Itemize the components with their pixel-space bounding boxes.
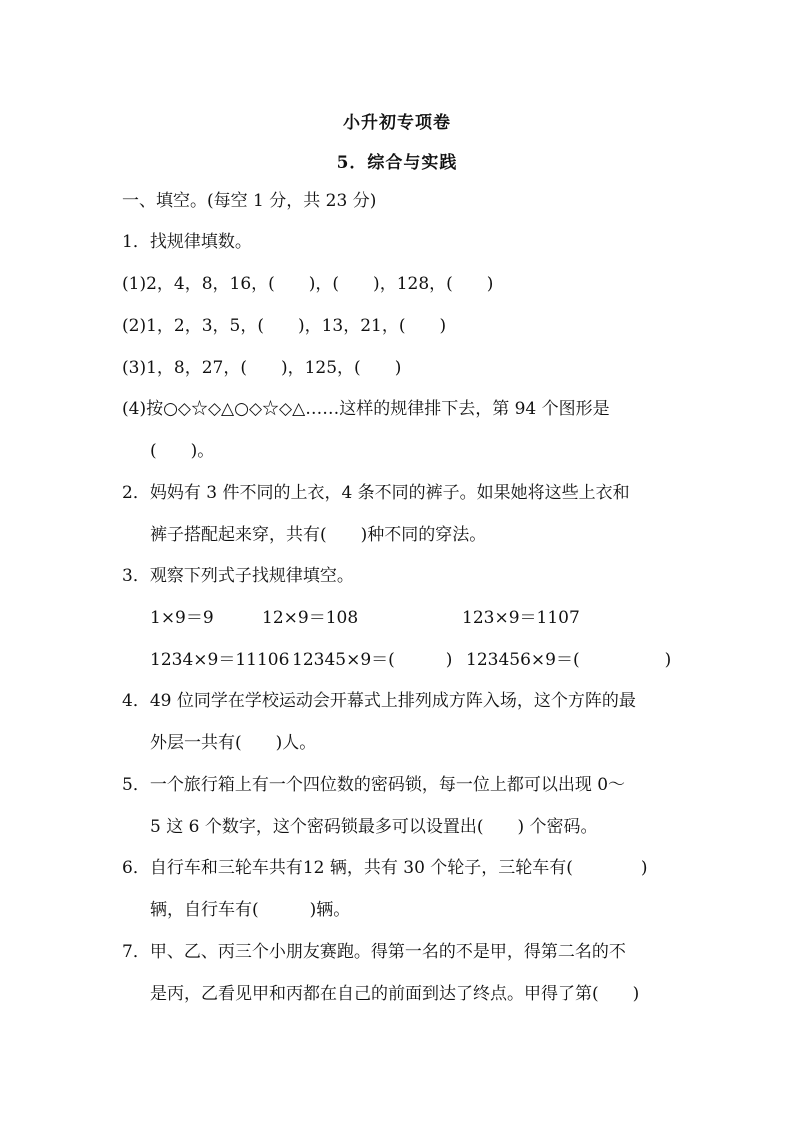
page-subtitle: 5．综合与实践 bbox=[336, 153, 458, 173]
question-1-part-4: (4)按○◇☆◇△○◇☆◇△……这样的规律排下去，第 94 个图形是 bbox=[122, 399, 610, 419]
question-1-part-1: (1)2，4，8，16，( )，( )，128，( ) bbox=[122, 274, 494, 294]
equation-6: 123456×9＝( ) bbox=[466, 650, 672, 670]
question-6-cont: 辆，自行车有( )辆。 bbox=[150, 900, 351, 920]
question-1-part-3: (3)1，8，27，( )，125，( ) bbox=[122, 358, 402, 378]
page-title: 小升初专项卷 bbox=[343, 113, 451, 133]
question-5-cont: 5 这 6 个数字，这个密码锁最多可以设置出( ) 个密码。 bbox=[150, 817, 598, 837]
question-3-stem: 3．观察下列式子找规律填空。 bbox=[122, 566, 354, 586]
question-7: 7．甲、乙、丙三个小朋友赛跑。得第一名的不是甲，得第二名的不 bbox=[122, 942, 626, 962]
equation-5: 12345×9＝( ) bbox=[292, 650, 453, 670]
question-2-cont: 裤子搭配起来穿，共有( )种不同的穿法。 bbox=[150, 525, 487, 545]
question-2: 2．妈妈有 3 件不同的上衣，4 条不同的裤子。如果她将这些上衣和 bbox=[122, 483, 630, 503]
equation-2: 12×9＝108 bbox=[262, 608, 359, 628]
question-1-stem: 1．找规律填数。 bbox=[122, 232, 252, 252]
equation-1: 1×9＝9 bbox=[150, 608, 214, 628]
question-4-cont: 外层一共有( )人。 bbox=[150, 733, 317, 753]
question-7-cont: 是丙，乙看见甲和丙都在自己的前面到达了终点。甲得了第( ) bbox=[150, 984, 640, 1004]
equation-3: 123×9＝1107 bbox=[462, 608, 580, 628]
question-6: 6．自行车和三轮车共有12 辆，共有 30 个轮子，三轮车有( ) bbox=[122, 858, 648, 878]
section-heading: 一、填空。(每空 1 分，共 23 分) bbox=[122, 191, 377, 211]
question-5: 5．一个旅行箱上有一个四位数的密码锁，每一位上都可以出现 0～ bbox=[122, 775, 626, 795]
question-1-part-4-cont: ( )。 bbox=[150, 441, 215, 461]
equation-4: 1234×9＝11106 bbox=[150, 650, 290, 670]
question-4: 4．49 位同学在学校运动会开幕式上排列成方阵入场，这个方阵的最 bbox=[122, 691, 636, 711]
question-1-part-2: (2)1，2，3，5，( )，13，21，( ) bbox=[122, 316, 447, 336]
